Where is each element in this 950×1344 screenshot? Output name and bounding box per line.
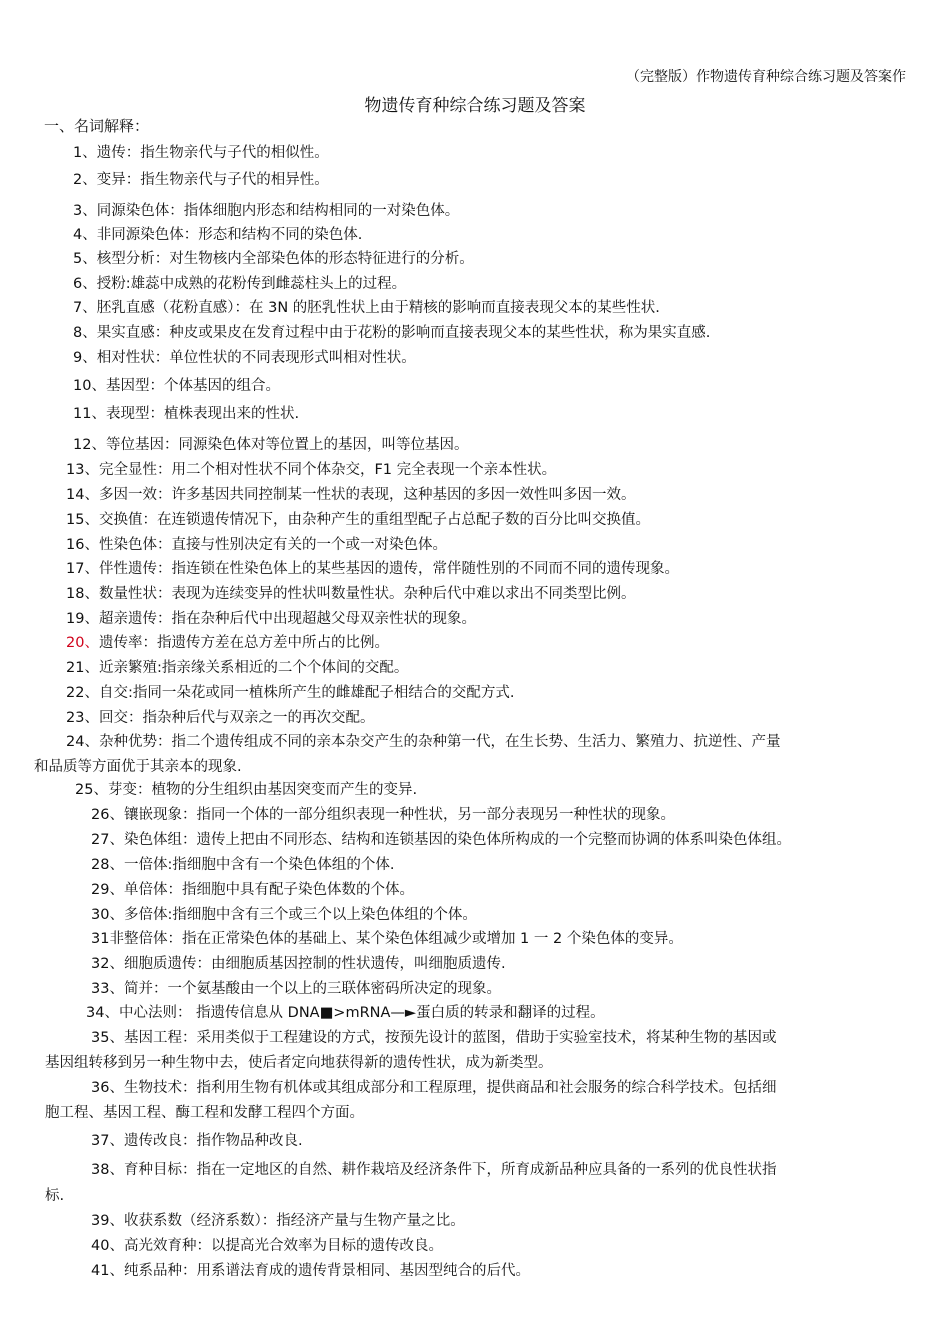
item-text: 收获系数（经济系数）：指经济产量与生物产量之比。 bbox=[123, 1213, 465, 1229]
definition-continuation bbox=[34, 758, 242, 776]
item-text: 胚乳直感（花粉直感）：在 3N 的胚乳性状上由于精核的影响而直接表现父本的某些性状. bbox=[96, 300, 660, 316]
item-text: 核型分析：对生物核内全部染色体的形态特征进行的分析。 bbox=[96, 251, 474, 267]
item-number: 29、 bbox=[91, 882, 124, 898]
document-title: 物遗传育种综合练习题及答案 bbox=[364, 96, 586, 116]
item-text: 交换值：在连锁遗传情况下，由杂种产生的重组型配子占总配子数的百分比叫交换值。 bbox=[98, 512, 650, 528]
item-text: 遗传率：指遗传方差在总方差中所占的比例。 bbox=[98, 635, 389, 651]
item-number: 32、 bbox=[91, 956, 124, 972]
item-text: 变异：指生物亲代与子代的相异性。 bbox=[96, 172, 329, 188]
section-heading: 一、名词解释： bbox=[44, 117, 150, 135]
item-number: 9、 bbox=[73, 350, 97, 366]
item-number: 37、 bbox=[91, 1133, 124, 1149]
item-number: 28、 bbox=[91, 857, 124, 873]
item-number: 1、 bbox=[73, 145, 97, 161]
item-number: 23、 bbox=[66, 710, 99, 726]
definition-item bbox=[66, 709, 374, 727]
item-text: 数量性状：表现为连续变异的性状叫数量性状。杂种后代中难以求出不同类型比例。 bbox=[98, 586, 636, 602]
item-number: 6、 bbox=[73, 276, 97, 292]
definition-item bbox=[75, 781, 417, 799]
item-text: 回交：指杂种后代与双亲之一的再次交配。 bbox=[98, 710, 375, 726]
item-number: 7、 bbox=[73, 300, 97, 316]
item-text: 和品质等方面优于其亲本的现象. bbox=[34, 759, 242, 775]
definition-item bbox=[73, 405, 299, 423]
item-text: 相对性状：单位性状的不同表现形式叫相对性状。 bbox=[96, 350, 416, 366]
item-text: 镶嵌现象：指同一个体的一部分组织表现一种性状，另一部分表现另一种性状的现象。 bbox=[123, 807, 675, 823]
item-text: 完全显性：用二个相对性状不同个体杂交，F1 完全表现一个亲本性状。 bbox=[98, 462, 557, 478]
definition-continuation bbox=[45, 1054, 553, 1072]
definition-item bbox=[66, 536, 447, 554]
definition-item bbox=[91, 955, 506, 973]
item-number: 40、 bbox=[91, 1238, 124, 1254]
item-text: 芽变：植物的分生组织由基因突变而产生的变异. bbox=[107, 782, 418, 798]
item-number: 39、 bbox=[91, 1213, 124, 1229]
item-number: 33、 bbox=[91, 981, 124, 997]
item-number: 38、 bbox=[91, 1162, 124, 1178]
item-text: 遗传改良：指作物品种改良. bbox=[123, 1133, 303, 1149]
item-text: 纯系品种：用系谱法育成的遗传背景相同、基因型纯合的后代。 bbox=[123, 1263, 530, 1279]
item-number: 35、 bbox=[91, 1030, 124, 1046]
item-number: 8、 bbox=[73, 325, 97, 341]
item-number: 41、 bbox=[91, 1263, 124, 1279]
definition-item bbox=[73, 349, 416, 367]
definition-item bbox=[66, 560, 679, 578]
item-number: 5、 bbox=[73, 251, 97, 267]
definition-item bbox=[73, 324, 710, 342]
definition-item bbox=[73, 436, 468, 454]
item-text: 标. bbox=[45, 1188, 65, 1204]
item-text: 自交:指同一朵花或同一植株所产生的雌雄配子相结合的交配方式. bbox=[98, 685, 515, 701]
definition-item bbox=[91, 1161, 776, 1179]
definition-continuation bbox=[45, 1187, 64, 1205]
definition-item bbox=[73, 202, 459, 220]
definition-item bbox=[66, 610, 476, 628]
item-text: 非同源染色体：形态和结构不同的染色体. bbox=[96, 227, 363, 243]
item-text: 简并：一个氨基酸由一个以上的三联体密码所决定的现象。 bbox=[123, 981, 501, 997]
definition-item bbox=[91, 1029, 776, 1047]
item-text: 表现型：植株表现出来的性状. bbox=[105, 406, 300, 422]
definition-item bbox=[66, 659, 408, 677]
item-text: 基因型：个体基因的组合。 bbox=[105, 378, 280, 394]
item-text: 细胞质遗传：由细胞质基因控制的性状遗传，叫细胞质遗传. bbox=[123, 956, 506, 972]
item-text: 授粉:雄蕊中成熟的花粉传到雌蕊柱头上的过程。 bbox=[96, 276, 407, 292]
item-number: 21、 bbox=[66, 660, 99, 676]
definition-item bbox=[66, 585, 635, 603]
definition-item bbox=[73, 275, 406, 293]
item-number: 2、 bbox=[73, 172, 97, 188]
item-number: 25、 bbox=[75, 782, 108, 798]
definition-item bbox=[91, 1079, 776, 1097]
item-text: 性染色体：直接与性别决定有关的一个或一对染色体。 bbox=[98, 537, 447, 553]
definition-item bbox=[73, 144, 329, 162]
item-text: 基因组转移到另一种生物中去，使后者定向地获得新的遗传性状，成为新类型。 bbox=[45, 1055, 553, 1071]
item-text: 单倍体：指细胞中具有配子染色体数的个体。 bbox=[123, 882, 414, 898]
running-header: （完整版）作物遗传育种综合练习题及答案作 bbox=[626, 69, 906, 85]
definition-item bbox=[66, 511, 650, 529]
definition-item bbox=[73, 250, 474, 268]
item-number: 17、 bbox=[66, 561, 99, 577]
item-number: 36、 bbox=[91, 1080, 124, 1096]
definition-item bbox=[66, 486, 635, 504]
item-text: 基因工程：采用类似于工程建设的方式，按预先设计的蓝图，借助于实验室技术，将某种生物的基因或 bbox=[123, 1030, 777, 1046]
definition-item bbox=[86, 1004, 605, 1022]
item-text: 非整倍体：指在正常染色体的基础上、某个染色体组减少或增加 1 一 2 个染色体的变异。 bbox=[109, 931, 683, 947]
definition-item bbox=[66, 684, 514, 702]
definition-item bbox=[91, 881, 414, 899]
item-number: 20、 bbox=[66, 635, 99, 651]
definition-item bbox=[91, 831, 791, 849]
item-number: 3、 bbox=[73, 203, 97, 219]
item-number: 10、 bbox=[73, 378, 106, 394]
item-number: 13、 bbox=[66, 462, 99, 478]
item-number: 14、 bbox=[66, 487, 99, 503]
definition-item bbox=[66, 733, 780, 751]
item-text: 育种目标：指在一定地区的自然、耕作栽培及经济条件下，所育成新品种应具备的一系列的优良性状指 bbox=[123, 1162, 777, 1178]
item-text: 生物技术：指利用生物有机体或其组成部分和工程原理，提供商品和社会服务的综合科学技术。包括细 bbox=[123, 1080, 777, 1096]
item-text: 多倍体:指细胞中含有三个或三个以上染色体组的个体。 bbox=[123, 907, 477, 923]
item-number: 34、 bbox=[86, 1005, 119, 1021]
definition-item bbox=[91, 1132, 303, 1150]
definition-item bbox=[91, 930, 683, 948]
definition-item bbox=[66, 461, 556, 479]
item-number: 26、 bbox=[91, 807, 124, 823]
item-number: 18、 bbox=[66, 586, 99, 602]
definition-item bbox=[91, 806, 675, 824]
item-number: 12、 bbox=[73, 437, 106, 453]
item-text: 遗传：指生物亲代与子代的相似性。 bbox=[96, 145, 329, 161]
definition-item bbox=[91, 980, 501, 998]
item-number: 15、 bbox=[66, 512, 99, 528]
definition-continuation bbox=[45, 1104, 364, 1122]
item-text: 同源染色体：指体细胞内形态和结构相同的一对染色体。 bbox=[96, 203, 460, 219]
definition-item bbox=[91, 906, 477, 924]
item-text: 一倍体:指细胞中含有一个染色体组的个体. bbox=[123, 857, 395, 873]
item-text: 超亲遗传：指在杂种后代中出现超越父母双亲性状的现象。 bbox=[98, 611, 476, 627]
definition-item bbox=[91, 856, 394, 874]
item-text: 染色体组：遗传上把由不同形态、结构和连锁基因的染色体所构成的一个完整而协调的体系叫染色体组。 bbox=[123, 832, 791, 848]
item-text: 伴性遗传：指连锁在性染色体上的某些基因的遗传，常伴随性别的不同而不同的遗传现象。 bbox=[98, 561, 679, 577]
definition-item bbox=[73, 226, 362, 244]
item-number: 31 bbox=[91, 931, 110, 947]
item-number: 27、 bbox=[91, 832, 124, 848]
definition-item bbox=[66, 634, 389, 652]
item-number: 11、 bbox=[73, 406, 106, 422]
item-number: 16、 bbox=[66, 537, 99, 553]
item-text: 多因一效：许多基因共同控制某一性状的表现，这种基因的多因一效性叫多因一效。 bbox=[98, 487, 636, 503]
item-number: 30、 bbox=[91, 907, 124, 923]
item-text: 中心法则： 指遗传信息从 DNA■>mRNA—►蛋白质的转录和翻译的过程。 bbox=[118, 1005, 605, 1021]
definition-item bbox=[91, 1262, 530, 1280]
item-text: 等位基因：同源染色体对等位置上的基因，叫等位基因。 bbox=[105, 437, 469, 453]
definition-item bbox=[73, 171, 329, 189]
item-text: 果实直感：种皮或果皮在发育过程中由于花粉的影响而直接表现父本的某些性状，称为果实直感. bbox=[96, 325, 711, 341]
item-text: 杂种优势：指二个遗传组成不同的亲本杂交产生的杂种第一代，在生长势、生活力、繁殖力、抗逆性、产量 bbox=[98, 734, 781, 750]
definition-item bbox=[73, 299, 660, 317]
definition-item bbox=[91, 1212, 465, 1230]
definition-item bbox=[73, 377, 280, 395]
item-text: 高光效育种：以提高光合效率为目标的遗传改良。 bbox=[123, 1238, 443, 1254]
item-number: 24、 bbox=[66, 734, 99, 750]
item-number: 19、 bbox=[66, 611, 99, 627]
item-number: 22、 bbox=[66, 685, 99, 701]
item-number: 4、 bbox=[73, 227, 97, 243]
definition-item bbox=[91, 1237, 443, 1255]
item-text: 胞工程、基因工程、酶工程和发酵工程四个方面。 bbox=[45, 1105, 364, 1121]
item-text: 近亲繁殖:指亲缘关系相近的二个个体间的交配。 bbox=[98, 660, 409, 676]
